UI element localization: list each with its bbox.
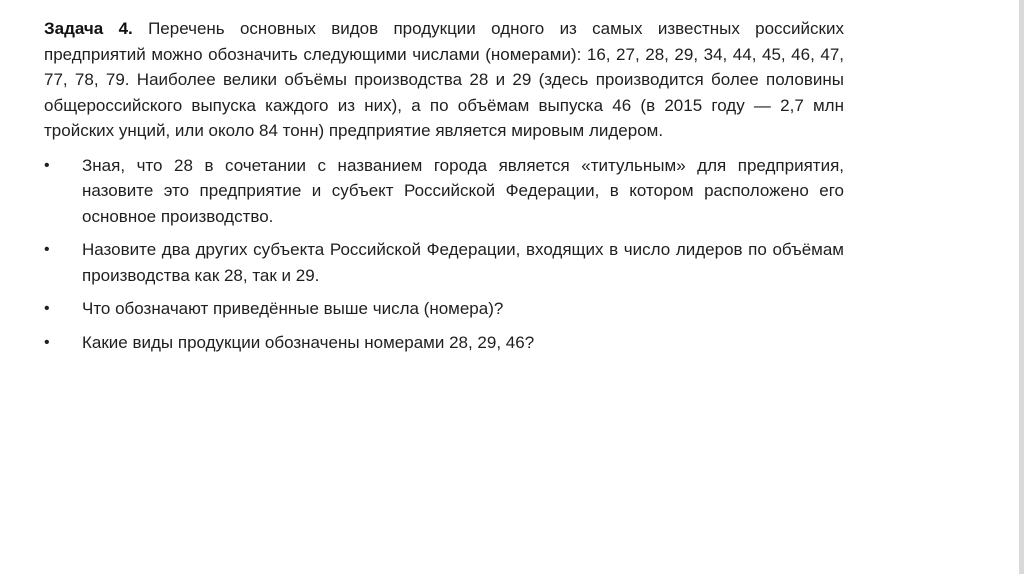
slide-content: [44, 16, 844, 363]
question-item: [44, 296, 844, 322]
bullet-icon: •: [44, 333, 50, 351]
task-text: Перечень основных видов продукции одного из самых известных российских предприятий можно обозначить следующими числами (номерами): 16, 27, 28, 29, 34, 44, 45, 46, 47, 77, 78, 79. Наиболее велики объёмы производства 28 и 29 (здесь производится более половины общероссийского выпуска каждого из них), а по объёмам выпуска 46 (в 2015 году — 2,7 млн тройских унций, или около 84 тонн) предприятие является мировым лидером.: [44, 19, 844, 140]
question-item: [44, 237, 844, 288]
right-edge-strip: [1019, 0, 1024, 574]
question-list: [44, 153, 844, 356]
task-paragraph: [44, 16, 844, 144]
question-item: [44, 330, 844, 356]
bullet-icon: •: [44, 241, 50, 258]
bullet-icon: •: [44, 156, 50, 174]
question-text: Зная, что 28 в сочетании с названием города является «титульным» для предприятия, назовите это предприятие и субъект Российской Федерации, в котором расположено его основное производство.: [82, 155, 844, 226]
question-text: Назовите два других субъекта Российской Федерации, входящих в число лидеров по объёмам производства как 28, так и 29.: [82, 240, 844, 285]
question-item: [44, 153, 844, 230]
question-text: Что обозначают приведённые выше числа (номера)?: [82, 299, 504, 318]
question-text: Какие виды продукции обозначены номерами 28, 29, 46?: [82, 332, 535, 352]
bullet-icon: •: [44, 300, 50, 317]
task-label: Задача 4.: [44, 19, 133, 38]
